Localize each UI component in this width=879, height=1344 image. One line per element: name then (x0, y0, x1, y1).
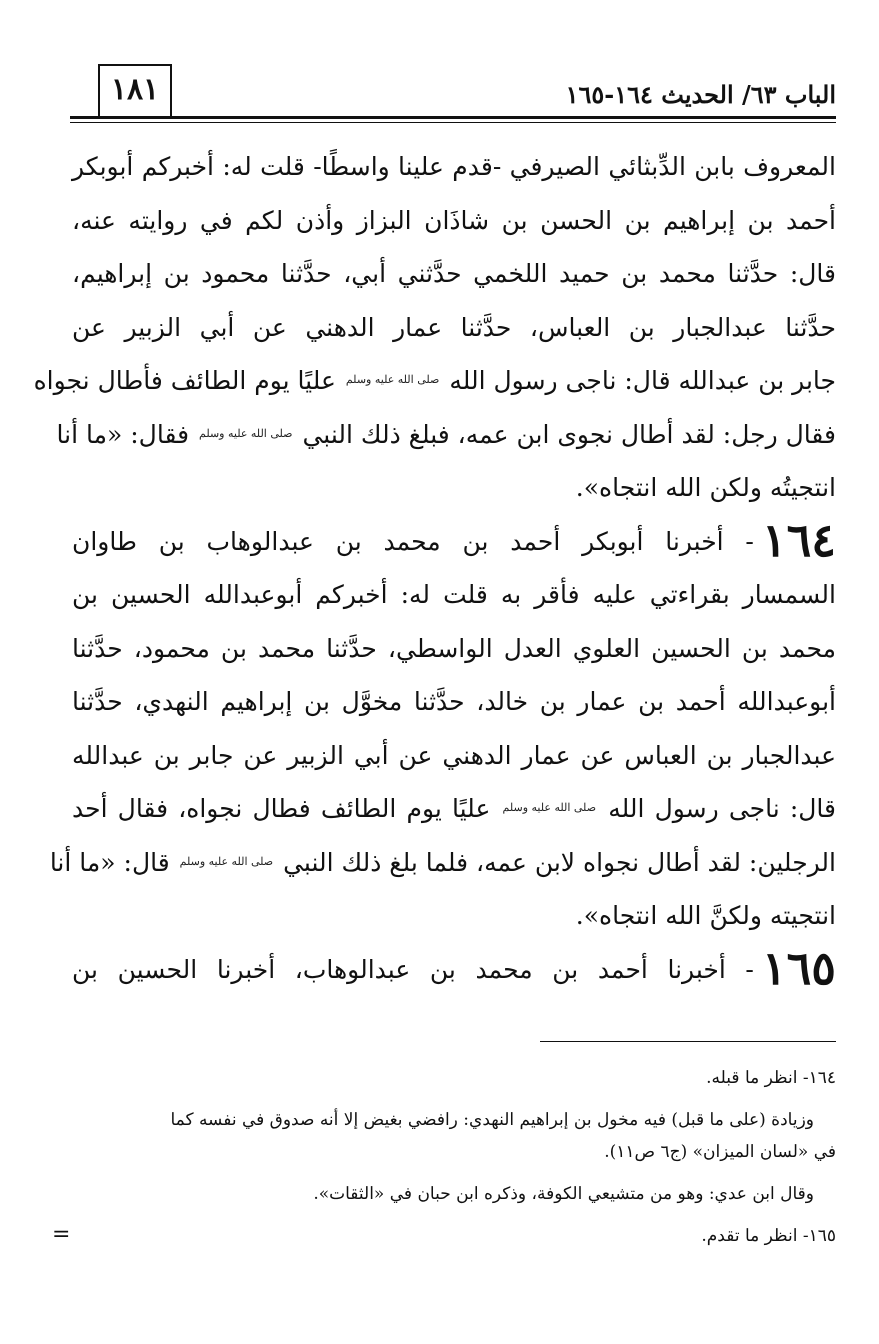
text-line: عبدالجبار بن العباس عن عمار الدهني عن أبي الزبير عن جابر بن عبدالله (72, 740, 836, 770)
text-line: ١٦٥- أخبرنا أحمد بن محمد بن عبدالوهاب، أخبرنا الحسين بن (72, 940, 836, 995)
text-line: السمسار بقراءتي عليه فأقر به قلت له: أخبركم أبوعبدالله الحسين بن (72, 580, 836, 609)
text-line: الرجلين: لقد أطال نجواه لابن عمه، فلما بلغ ذلك النبي صلى الله عليه وسلم قال: «ما أنا (49, 847, 836, 877)
salla-ligature-icon: صلى الله عليه وسلم (345, 373, 440, 386)
footnote-164: ١٦٤- انظر ما قبله. (706, 1068, 836, 1088)
hadith-165 (72, 940, 836, 997)
salla-ligature-icon: صلى الله عليه وسلم (199, 426, 293, 440)
footnote-text: في «لسان الميزان» (ج٦ ص١١). (604, 1142, 836, 1162)
page-number: ١٨١ (98, 64, 172, 116)
text-line: المعروف بابن الدِّبثائي الصيرفي -قدم علينا واسطًا- قلت له: أخبركم أبوبكر (72, 152, 836, 181)
text-line: قال: حدَّثنا محمد بن حميد اللخمي حدَّثني أبي، حدَّثنا محمود بن إبراهيم، (72, 259, 836, 288)
page-header (70, 70, 836, 120)
text-line: انتجيتُه ولكن الله انتجاه». (575, 473, 836, 502)
salla-ligature-icon: صلى الله عليه وسلم (179, 854, 274, 868)
hadith-number: ١٦٤ (761, 512, 836, 567)
footnote-165: ١٦٥- انظر ما تقدم. (701, 1226, 836, 1246)
text-line: أحمد بن إبراهيم بن الحسن بن شاذَان البزاز وأذن لكم في روايته عنه، (72, 205, 836, 235)
text-line: ١٦٤- أخبرنا أبوبكر أحمد بن محمد بن عبدالوهاب بن طاوان (72, 512, 836, 567)
text-line: محمد بن الحسين العلوي العدل الواسطي، حدَّثنا محمد بن محمود، حدَّثنا (72, 633, 836, 663)
header-rule-thick (70, 116, 836, 119)
hadith-164 (49, 512, 836, 943)
hadith-number: ١٦٥ (761, 940, 836, 995)
footnote-text: وزيادة (على ما قبل) فيه مخول بن إبراهيم النهدي: رافضي بغيض إلا أنه صدوق في نفسه كما (170, 1110, 814, 1130)
salla-ligature-icon: صلى الله عليه وسلم (502, 801, 597, 814)
main-text (33, 140, 836, 996)
footnote-text: وقال ابن عدي: وهو من متشيعي الكوفة، وذكره ابن حبان في «الثقات». (313, 1184, 814, 1204)
text-line: انتجيته ولكنَّ الله انتجاه». (575, 901, 836, 930)
text-line: قال: ناجى رسول الله صلى الله عليه وسلم عليًا يوم الطائف فطال نجواه، فقال أحد (72, 794, 836, 823)
footnote-rule (540, 1041, 836, 1042)
text-line: حدَّثنا عبدالجبار بن العباس، حدَّثنا عمار الدهني عن أبي الزبير عن (72, 312, 836, 342)
footnotes (70, 1062, 836, 1252)
running-head: الباب ٦٣/ الحديث ١٦٤-١٦٥ (565, 80, 836, 109)
text-line: فقال رجل: لقد أطال نجوى ابن عمه، فبلغ ذلك النبي صلى الله عليه وسلم فقال: «ما أنا (56, 419, 836, 449)
header-rule-thin (70, 122, 836, 123)
text-line: جابر بن عبدالله قال: ناجى رسول الله صلى الله عليه وسلم عليًا يوم الطائف فأطال نجواه (33, 366, 836, 395)
margin-mark: = (52, 1222, 71, 1247)
paragraph-continued (33, 140, 836, 515)
text-line: أبوعبدالله أحمد بن عمار بن خالد، حدَّثنا مخوَّل بن إبراهيم النهدي، حدَّثنا (72, 687, 836, 716)
